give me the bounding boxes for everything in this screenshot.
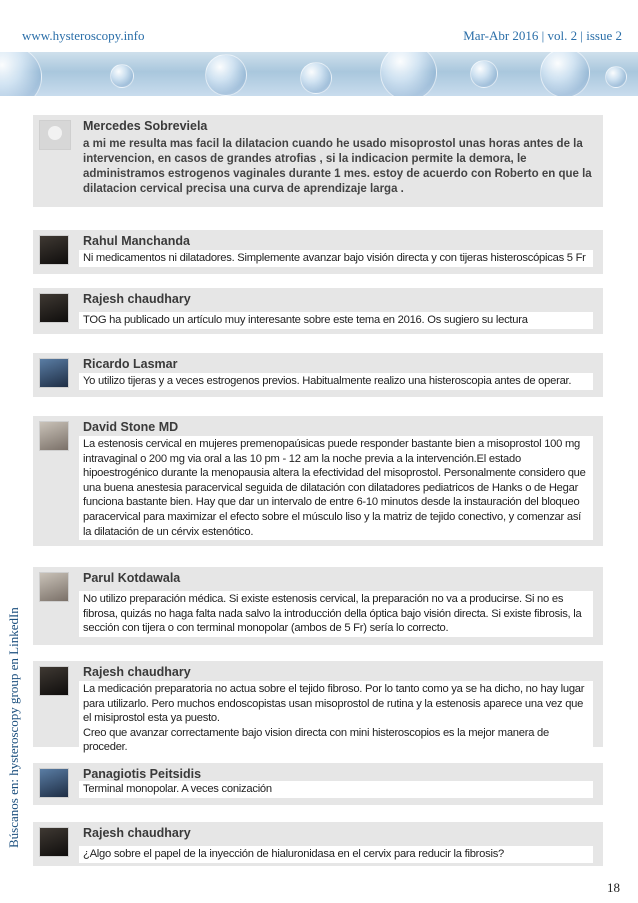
avatar <box>39 235 69 265</box>
avatar <box>39 768 69 798</box>
comment-author[interactable]: Ricardo Lasmar <box>83 357 178 371</box>
avatar <box>39 666 69 696</box>
bubble-decoration <box>605 66 627 88</box>
comment-card <box>33 661 603 754</box>
bubble-decoration <box>110 64 134 88</box>
comment-author[interactable]: Rajesh chaudhary <box>83 826 191 840</box>
comment-author[interactable]: Panagiotis Peitsidis <box>83 767 202 781</box>
bubble-decoration <box>540 52 590 96</box>
avatar <box>39 827 69 857</box>
bubble-decoration <box>470 60 498 88</box>
comment-card <box>33 416 603 546</box>
comment-author[interactable]: Mercedes Sobreviela <box>83 119 208 133</box>
comment-card <box>33 567 603 645</box>
comment-author[interactable]: Rajesh chaudhary <box>83 292 191 306</box>
comment-card <box>33 115 603 207</box>
comment-text: La medicación preparatoria no actua sobre el tejido fibroso. Por lo tanto como ya se ha dicho, no hay lugar para utilizarlo. Pero muchos endoscopistas usan misoprostol de rutina y la estenosis aparece una vez que el misiprostol esta ya puesto. Creo que avanzar correctamente bajo vision directa con mini histeroscopios es la mejor manera de proceder. <box>79 681 593 756</box>
avatar-placeholder-icon <box>39 120 71 150</box>
comment-author[interactable]: David Stone MD <box>83 420 179 434</box>
comment-author[interactable]: Parul Kotdawala <box>83 571 181 585</box>
comment-card <box>33 288 603 334</box>
bubble-decoration <box>380 52 437 96</box>
page-number: 18 <box>607 880 620 895</box>
avatar <box>39 293 69 323</box>
comment-text: Yo utilizo tijeras y a veces estrogenos previos. Habitualmente realizo una histeroscopia antes de operar. <box>79 373 593 390</box>
header-banner <box>0 52 638 96</box>
sidebar-linkedin-note: Búscanos en: hysteroscopy group en LinkedIn <box>6 607 21 848</box>
site-url[interactable]: www.hysteroscopy.info <box>22 28 145 43</box>
comment-text: TOG ha publicado un artículo muy interesante sobre este tema en 2016. Os sugiero su lectura <box>79 312 593 329</box>
comment-text: Terminal monopolar. A veces conización <box>79 781 593 798</box>
comment-text: a mi me resulta mas facil la dilatacion cuando he usado misoprostol unas horas antes de la intervencion, en casos de grandes atrofias , si la indicacion permite la demora, le administramos estrogenos vaginales durante 1 mes. estoy de acuerdo con Roberto en que la dilatacion cervical precisa una curva de aprendizaje larga . <box>83 138 592 195</box>
avatar <box>39 421 69 451</box>
bubble-decoration <box>0 52 42 96</box>
comment-text: Ni medicamentos ni dilatadores. Simplemente avanzar bajo visión directa y con tijeras histeroscópicas 5 Fr <box>79 250 593 267</box>
comment-author[interactable]: Rajesh chaudhary <box>83 665 191 679</box>
issue-info: Mar-Abr 2016 | vol. 2 | issue 2 <box>463 28 622 43</box>
comment-card <box>33 822 603 866</box>
page-header <box>0 0 638 52</box>
bubble-decoration <box>205 54 247 96</box>
comment-text: No utilizo preparación médica. Si existe estenosis cervical, la preparación no va a producirse. Si no es fibrosa, quizás no haga falta nada salvo la introducción della óptica bajo visión directa. Si existe fibrosis, la sección con tijera o con terminal monopolar (ambos de 5 Fr) sería lo correcto. <box>79 591 593 637</box>
comment-text: ¿Algo sobre el papel de la inyección de hialuronidasa en el cervix para reducir la fibrosis? <box>79 846 593 863</box>
bubble-decoration <box>300 62 332 94</box>
comment-author[interactable]: Rahul Manchanda <box>83 234 190 248</box>
comment-card <box>33 353 603 397</box>
comment-card <box>33 230 603 274</box>
avatar <box>39 358 69 388</box>
avatar <box>39 572 69 602</box>
comment-text: La estenosis cervical en mujeres premenopaúsicas puede responder bastante bien a misoprostol 100 mg intravaginal o 200 mg via oral a las 10 pm - 12 am la noche previa a la intervención.El estado hipoestrogénico durante la menopausia altera la efectividad del misoprostol. Personalmente considero que una buena anestesia paracervical seguida de dilatación con dilatadores pediatricos de Hanks o de Hegar funciona bastante bien. Hay que dar un intervalo de entre 6-10 minutos desde la instauración del bloqueo paracervical para maximizar el efecto sobre el músculo liso y la matriz de tejido conectivo, y comenzar así la dilatación de un cérvix estenótico. <box>79 436 593 540</box>
comment-card <box>33 763 603 805</box>
